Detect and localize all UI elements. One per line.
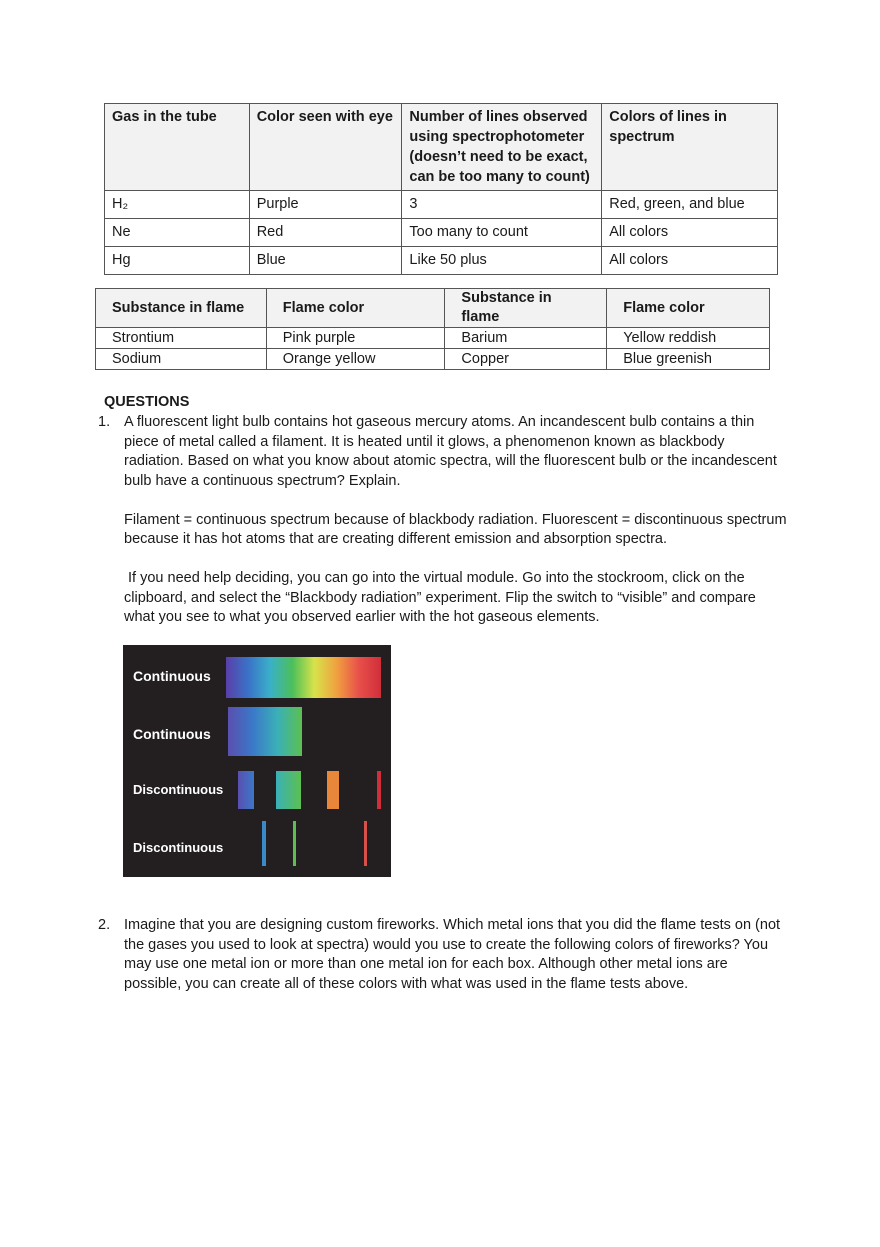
cell-line-colors: All colors (602, 247, 778, 275)
cell-line-colors: All colors (602, 219, 778, 247)
header-flame-color: Flame color (607, 289, 770, 328)
cell-eye-color: Blue (249, 247, 402, 275)
table-row (105, 247, 778, 275)
spectrum-label: Continuous (133, 668, 211, 684)
cell-eye-color: Purple (249, 191, 402, 219)
cell-substance: Sodium (96, 349, 267, 370)
header-flame-color: Flame color (266, 289, 445, 328)
cell-gas: Ne (105, 219, 250, 247)
cell-eye-color: Red (249, 219, 402, 247)
cell-gas: H₂ (105, 191, 250, 219)
table-row (105, 191, 778, 219)
gas-spectra-table (104, 103, 778, 275)
cell-flame-color: Yellow reddish (607, 328, 770, 349)
header-line-colors: Colors of lines in spectrum (602, 104, 778, 191)
emission-line (276, 771, 301, 809)
emission-line (238, 771, 254, 809)
spectrum-label: Discontinuous (133, 782, 224, 797)
absorption-line (364, 821, 367, 866)
cell-substance: Strontium (96, 328, 267, 349)
header-line-count: Number of lines observed using spectrophotometer (doesn’t need to be exact, can be too many to count) (402, 104, 602, 191)
header-eye-color: Color seen with eye (249, 104, 402, 191)
emission-line (327, 771, 339, 809)
cell-gas: Hg (105, 247, 250, 275)
table-header-row (96, 289, 770, 328)
header-gas: Gas in the tube (105, 104, 250, 191)
emission-line (377, 771, 381, 809)
questions-heading: QUESTIONS (104, 394, 190, 410)
continuous-spectrum-band (228, 707, 302, 756)
table-row (105, 219, 778, 247)
hint-text: If you need help deciding, you can go into the virtual module. Go into the stockroom, click on the clipboard, and select the “Blackbody radiation” experiment. Flip the switch to “visible” and compare what you see to what you observed earlier with the hot gaseous elements. (124, 570, 760, 625)
question-text: Imagine that you are designing custom fireworks. Which metal ions that you did the flame tests on (not the gases you used to look at spectra) would you use to create the following colors of fireworks? You may use one metal ion or more than one metal ion for each box. Although other metal ions are possible, you can create all of these colors with what was used in the flame tests above. (124, 917, 781, 992)
absorption-line (262, 821, 266, 866)
question-number: 2. (98, 917, 111, 933)
cell-flame-color: Orange yellow (266, 349, 445, 370)
cell-flame-color: Pink purple (266, 328, 445, 349)
continuous-spectrum-band (226, 657, 381, 698)
question-text: A fluorescent light bulb contains hot gaseous mercury atoms. An incandescent bulb contains a thin piece of metal called a filament. It is heated until it glows, a phenomenon known as blackbody radiation. Based on what you know about atomic spectra, will the fluorescent bulb or the incandescent bulb have a continuous spectrum? Explain. (124, 414, 777, 489)
cell-line-count: Too many to count (402, 219, 602, 247)
table-row (96, 349, 770, 370)
cell-substance: Copper (445, 349, 607, 370)
cell-line-count: 3 (402, 191, 602, 219)
answer-text: Filament = continuous spectrum because of blackbody radiation. Fluorescent = discontinuous spectrum because it has hot atoms that are creating different emission and absorption spectra. (124, 511, 787, 547)
table-header-row (105, 104, 778, 191)
header-substance: Substance in flame (96, 289, 267, 328)
spectrum-label: Discontinuous (133, 840, 224, 855)
header-substance: Substance in flame (445, 289, 607, 328)
table-row (96, 328, 770, 349)
question-1 (98, 413, 788, 628)
cell-line-count: Like 50 plus (402, 247, 602, 275)
cell-substance: Barium (445, 328, 607, 349)
question-2 (98, 916, 788, 994)
cell-line-colors: Red, green, and blue (602, 191, 778, 219)
question-number: 1. (98, 414, 111, 430)
absorption-line (293, 821, 296, 866)
spectra-figure (123, 645, 391, 877)
flame-test-table (95, 288, 770, 370)
cell-flame-color: Blue greenish (607, 349, 770, 370)
spectrum-label: Continuous (133, 726, 211, 742)
